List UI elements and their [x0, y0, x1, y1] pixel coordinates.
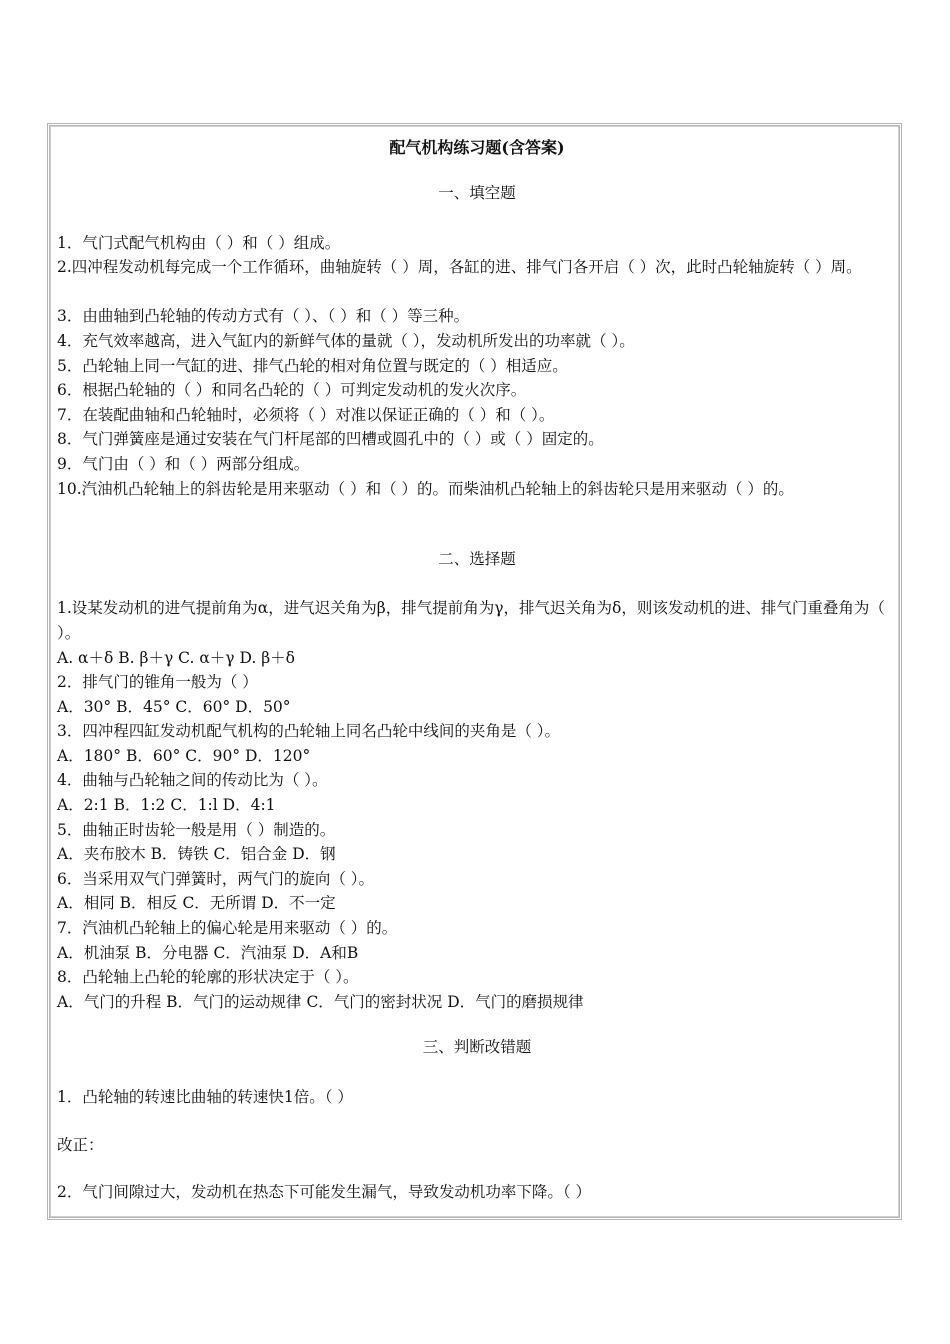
fill-item: 2.四冲程发动机每完成一个工作循环，曲轴旋转（ ）周，各缸的进、排气门各开启（ ）次，此时凸轮轴旋转（ ）周。 — [57, 258, 862, 277]
choice-question: 6．当采用双气门弹簧时，两气门的旋向（ ）。 — [57, 869, 375, 888]
choice-options: A．180° B．60° C．90° D．120° — [57, 746, 311, 765]
fill-item: 8．气门弹簧座是通过安装在气门杆尾部的凹槽或圆孔中的（ ）或（ ）固定的。 — [57, 430, 604, 449]
choice-options: A．夹布胶木 B．铸铁 C．铝合金 D．钢 — [57, 845, 336, 864]
fill-item: 9．气门由（ ）和（ ）两部分组成。 — [57, 454, 310, 473]
choice-options: A．相同 B．相反 C．无所谓 D．不一定 — [57, 894, 336, 913]
choice-question: 7．汽油机凸轮轴上的偏心轮是用来驱动（ ）的。 — [57, 919, 398, 938]
fill-item: 5．凸轮轴上同一气缸的进、排气凸轮的相对角位置与既定的（ ）相适应。 — [57, 356, 568, 375]
section-heading-judge: 三、判断改错题 — [422, 1038, 532, 1057]
fill-item: 6．根据凸轮轴的（ ）和同名凸轮的（ ）可判定发动机的发火次序。 — [57, 381, 527, 400]
choice-options: A．气门的升程 B．气门的运动规律 C．气门的密封状况 D．气门的磨损规律 — [57, 992, 584, 1011]
section-heading-choice: 二、选择题 — [438, 549, 516, 568]
choice-question: 8．凸轮轴上凸轮的轮廓的形状决定于（ ）。 — [57, 968, 359, 987]
document-content — [57, 132, 897, 1205]
choice-question: 3．四冲程四缸发动机配气机构的凸轮轴上同名凸轮中线间的夹角是（ ）。 — [57, 722, 561, 741]
fill-item: 7．在装配曲轴和凸轮轴时，必须将（ ）对准以保证正确的（ ）和（ ）。 — [57, 405, 555, 424]
choice-options: A. α＋δ B. β＋γ C. α＋γ D. β＋δ — [57, 648, 296, 667]
fill-item: 1．气门式配气机构由（ ）和（ ）组成。 — [57, 233, 341, 252]
document-frame — [47, 123, 902, 1220]
judge-item: 1．凸轮轴的转速比曲轴的转速快1倍。（ ） — [57, 1088, 353, 1106]
choice-question: 1.设某发动机的进气提前角为α，进气迟关角为β，排气提前角为γ，排气迟关角为δ，则该发动机的进、排气门重叠角为（ ）。 — [57, 599, 885, 642]
section-heading-fill: 一、填空题 — [438, 184, 516, 202]
choice-question: 2．排气门的锥角一般为（ ） — [57, 673, 258, 692]
fill-item: 10.汽油机凸轮轴上的斜齿轮是用来驱动（ ）和（ ）的。而柴油机凸轮轴上的斜齿轮只是用来驱动（ ）的。 — [57, 479, 794, 498]
choice-options: A．30° B．45° C．60° D．50° — [57, 697, 291, 716]
page-title: 配气机构练习题(含答案) — [389, 138, 565, 157]
choice-options: A．机油泵 B．分电器 C．汽油泵 D．A和B — [57, 943, 359, 962]
judge-correction-label: 改正： — [57, 1135, 104, 1154]
judge-item: 2．气门间隙过大，发动机在热态下可能发生漏气，导致发动机功率下降。（ ） — [57, 1183, 592, 1202]
choice-question: 5．曲轴正时齿轮一般是用（ ）制造的。 — [57, 820, 336, 839]
fill-item: 3．由曲轴到凸轮轴的传动方式有（ ）、（ ）和（ ）等三种。 — [57, 307, 470, 326]
choice-options: A．2:1 B．1:2 C．1:l D．4:1 — [57, 796, 276, 815]
fill-item: 4．充气效率越高，进入气缸内的新鲜气体的量就（ ），发动机所发出的功率就（ ）。 — [57, 331, 635, 350]
choice-question: 4．曲轴与凸轮轴之间的传动比为（ ）。 — [57, 771, 328, 790]
